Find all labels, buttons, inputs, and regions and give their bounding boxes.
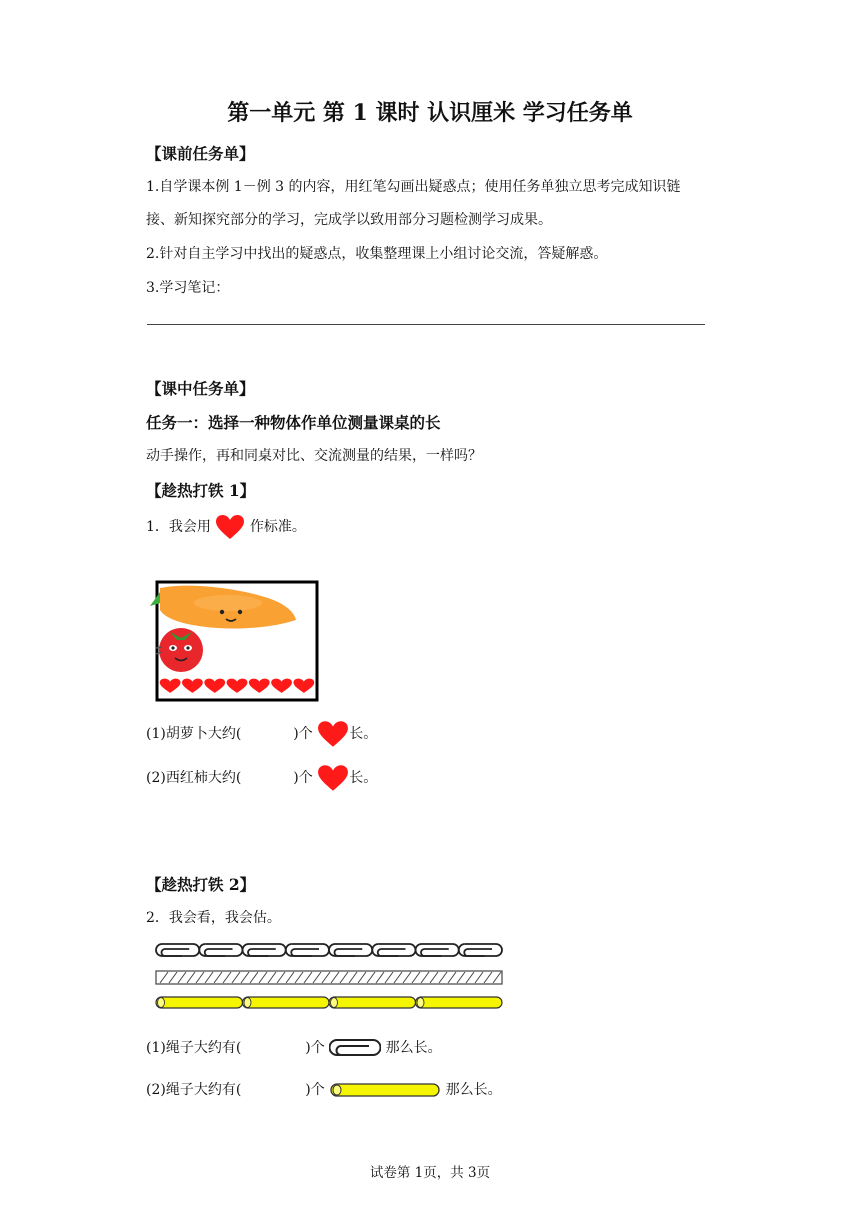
pre-class-line2: 2.针对自主学习中找出的疑惑点，收集整理课上小组讨论交流，答疑解惑。 [146, 246, 608, 262]
task1-description: 动手操作，再和同桌对比、交流测量的结果，一样吗？ [146, 448, 482, 464]
carrot-question-prefix: (1)胡萝卜大约( [146, 726, 242, 742]
paperclip-unit [329, 944, 372, 956]
pre-class-line1b: 接、新知探究部分的学习，完成学以致用部分习题检测学习成果。 [146, 212, 552, 228]
stick-unit [156, 997, 243, 1008]
practice2-question: 2．我会看，我会估。 [146, 910, 281, 926]
measure-picture [152, 940, 508, 1014]
practice2-heading: 【趁热打铁 2】 [146, 875, 256, 894]
practice1-sub2 [146, 764, 377, 792]
practice1-q-suffix: 作标准。 [249, 519, 306, 535]
hatched-rope [156, 971, 502, 984]
in-class-heading: 【课中任务单】 [146, 379, 255, 398]
practice2-sub2 [146, 1079, 502, 1099]
clip-question-suffix: 那么长。 [385, 1040, 442, 1056]
stick-question-prefix: (2)绳子大约有( [146, 1082, 242, 1098]
heart-icon [215, 514, 245, 540]
stick-question-mid: )个 [305, 1082, 325, 1098]
paperclip-unit [156, 944, 199, 956]
paperclip-row [156, 944, 502, 956]
stick-row [156, 997, 502, 1008]
task1-title: 任务一：选择一种物体作单位测量课桌的长 [146, 413, 441, 432]
stick-unit [329, 997, 416, 1008]
practice1-question [146, 514, 306, 540]
carrot-question-mid: )个 [293, 726, 313, 742]
stick-question-suffix: 那么长。 [445, 1082, 502, 1098]
pre-class-heading: 【课前任务单】 [146, 144, 255, 163]
carrot-tomato-picture [148, 578, 324, 704]
heart-icon [317, 720, 349, 748]
clip-question-mid: )个 [305, 1040, 325, 1056]
paperclip-unit [199, 944, 242, 956]
notes-line[interactable] [147, 324, 705, 325]
paperclip-unit [286, 944, 329, 956]
practice1-sub1 [146, 720, 377, 748]
paperclip-icon [329, 1037, 381, 1059]
stick-icon [329, 1082, 441, 1098]
tomato [159, 628, 203, 672]
stick-unit [416, 997, 503, 1008]
heart-icon [317, 764, 349, 792]
practice2-sub1 [146, 1037, 442, 1059]
pre-class-line3: 3.学习笔记： [146, 280, 230, 296]
paperclip-unit [416, 944, 459, 956]
tomato-question-mid: )个 [293, 770, 313, 786]
pre-class-line1a: 1.自学课本例 1－例 3 的内容，用红笔勾画出疑惑点；使用任务单独立思考完成知识链 [146, 179, 681, 195]
page-footer: 试卷第 1页，共 3页 [369, 1165, 491, 1181]
practice1-q-prefix: 1．我会用 [146, 519, 211, 535]
clip-question-prefix: (1)绳子大约有( [146, 1040, 242, 1056]
paperclip-unit [372, 944, 415, 956]
practice1-heading: 【趁热打铁 1】 [146, 481, 256, 500]
page-title: 第一单元 第 1 课时 认识厘米 学习任务单 [227, 100, 633, 126]
tomato-question-suffix: 长。 [349, 770, 378, 786]
stick-unit [243, 997, 330, 1008]
paperclip-unit [459, 944, 502, 956]
tomato-question-prefix: (2)西红柿大约( [146, 770, 242, 786]
carrot-question-suffix: 长。 [349, 726, 378, 742]
paperclip-unit [243, 944, 286, 956]
